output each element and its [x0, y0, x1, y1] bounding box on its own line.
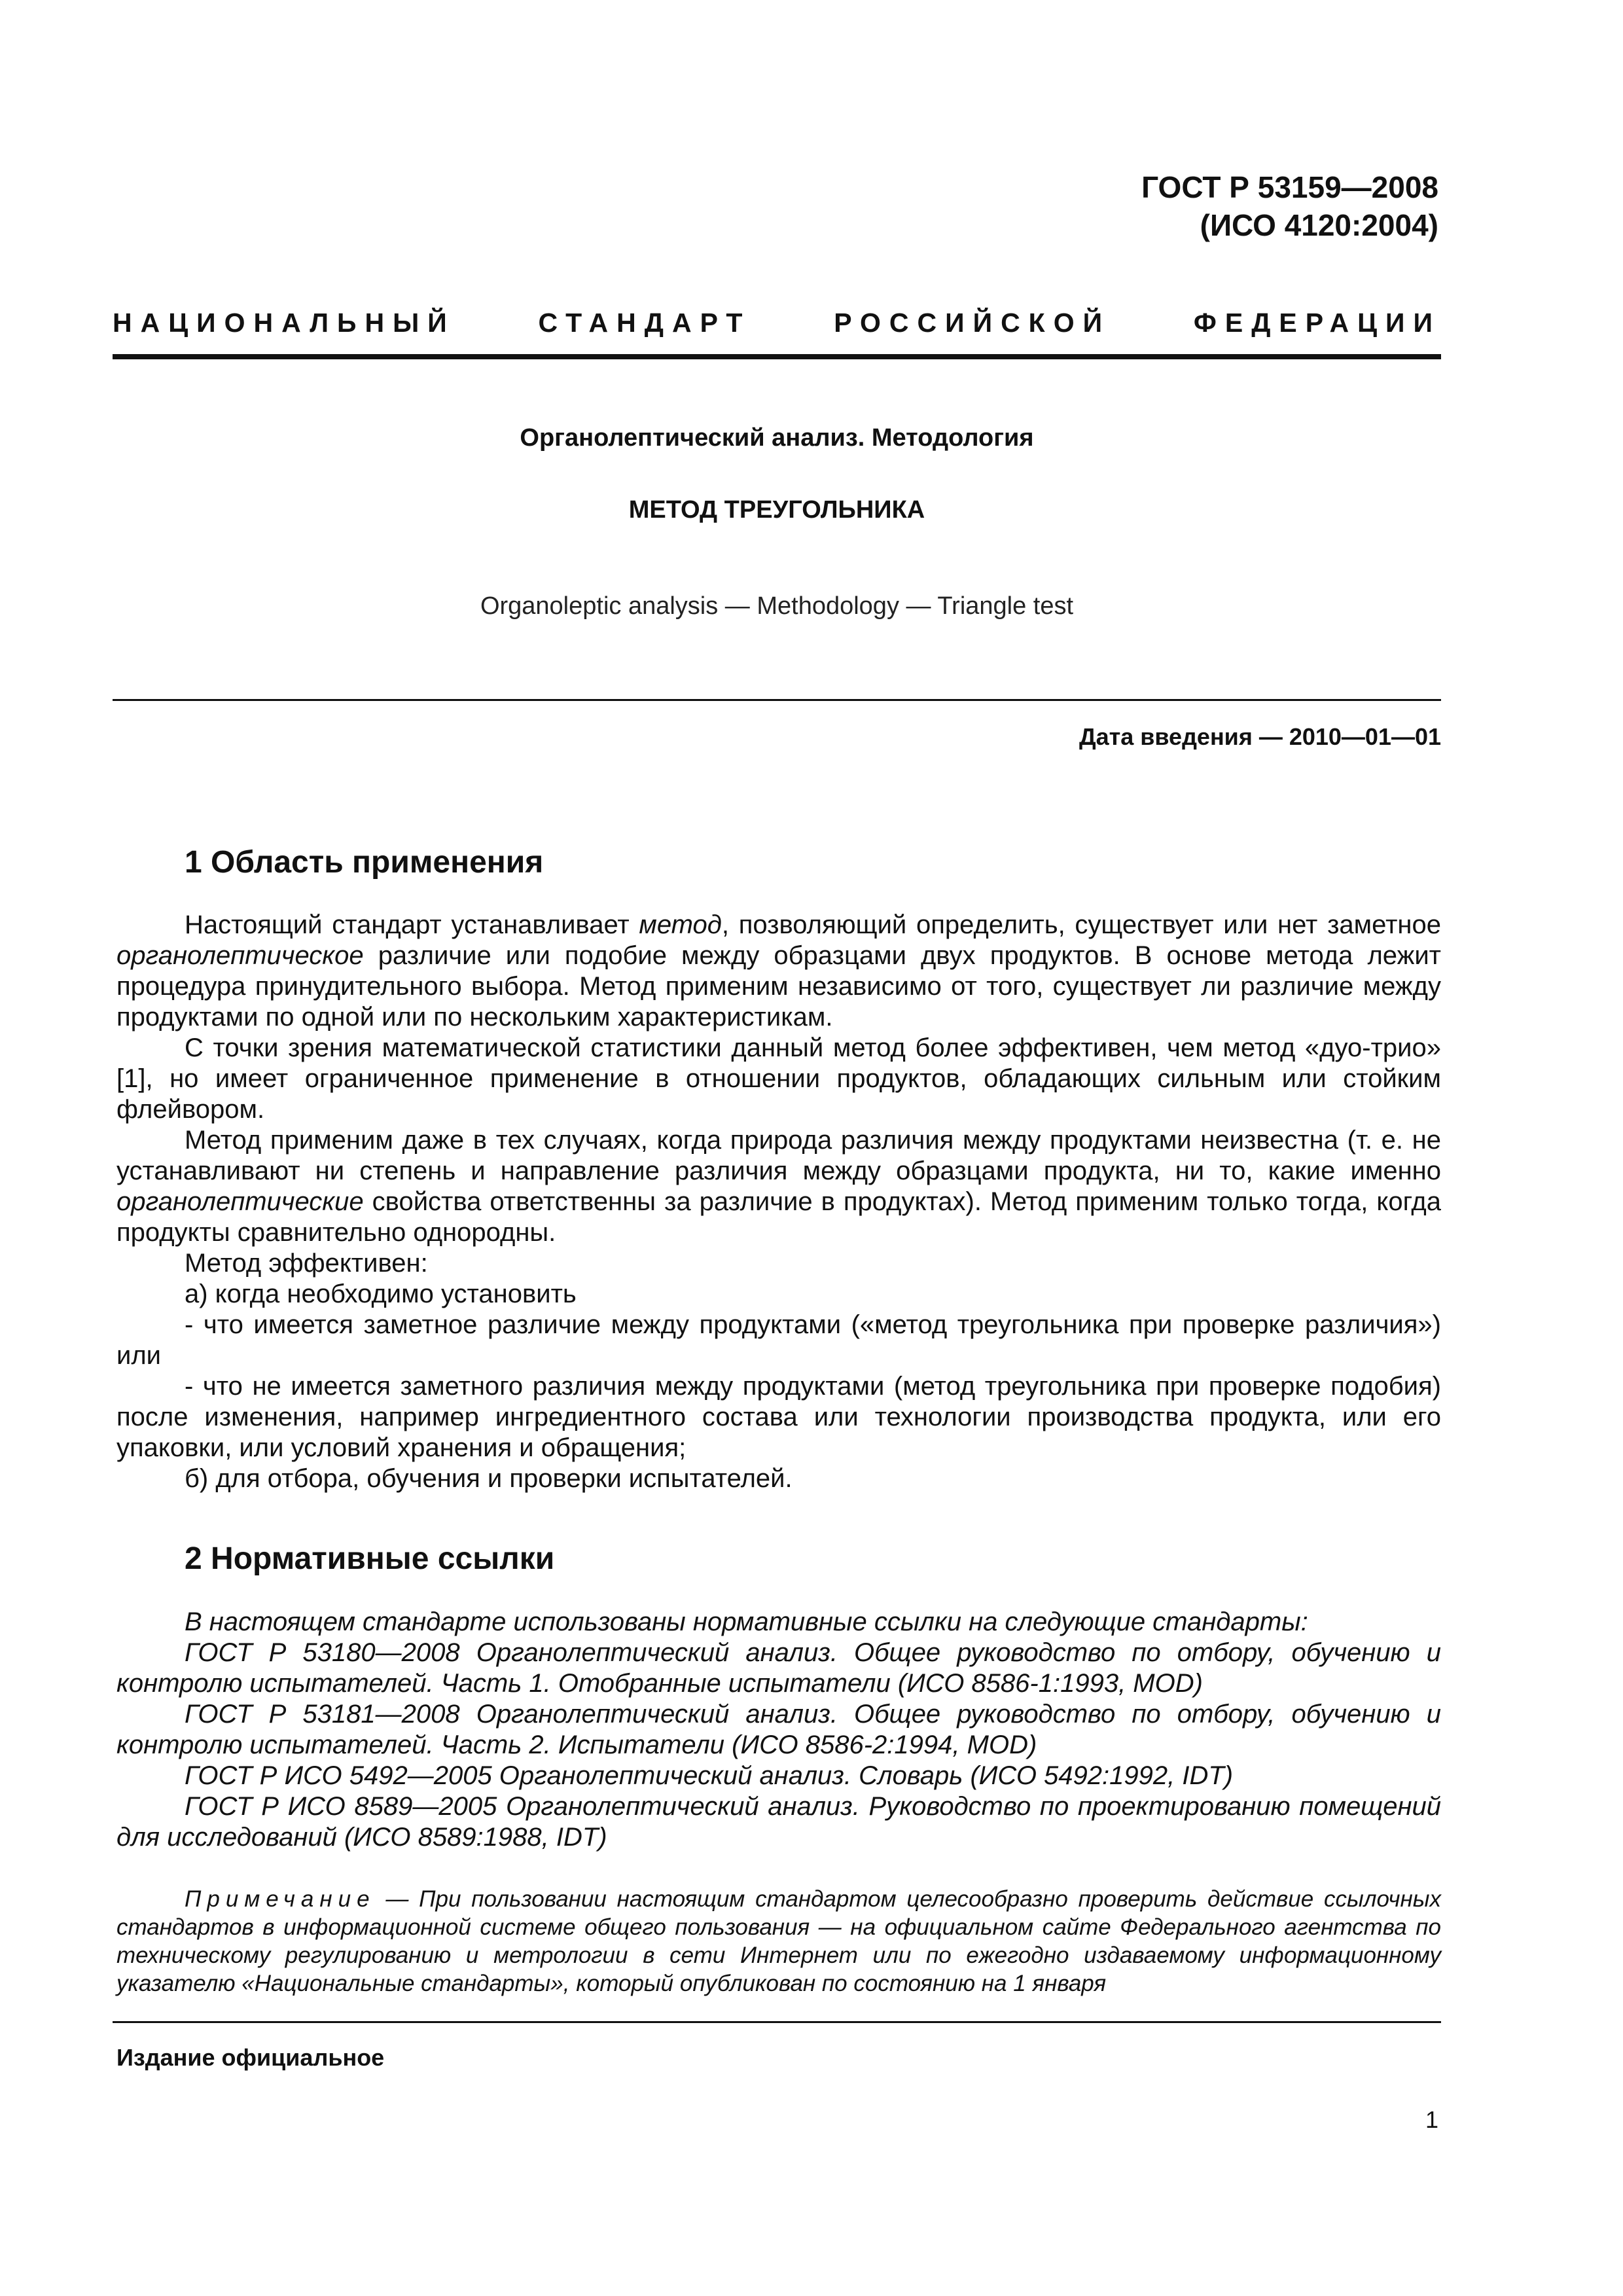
reference-item: ГОСТ Р 53181—2008 Органолептический анализ. Общее руководство по отбору, обучению и контролю испытателей. Часть 2. Испытатели (ИСО 8586-2:1994, MOD) [116, 1700, 1441, 1759]
note-text: — При пользовании настоящим стандартом целесообразно проверить действие ссылочных стандартов в информационной системе общего пользования — на официальном сайте Федерального агентства по техническому регулированию и метрологии в сети Интернет или по ежегодно издаваемому информационному указателю «Национальные стандарты», который опубликован по состоянию на 1 января [116, 1886, 1441, 1996]
section-1-body [116, 910, 1441, 1494]
paragraph: Метод применим даже в тех случаях, когда природа различия между продуктами неизвестна (т. е. не устанавливают ни степень и направление различия между образцами продукта, ни то, какие именно органолептические свойства ответственны за различие в продуктах). Метод применим только тогда, когда продукты сравнительно однородны. [116, 1126, 1441, 1247]
header-rule [113, 354, 1441, 359]
reference-item: ГОСТ Р ИСО 8589—2005 Органолептический анализ. Руководство по проектированию помещений для исследований (ИСО 8589:1988, IDT) [116, 1792, 1441, 1852]
normative-references [116, 1607, 1441, 1853]
introduction-date: Дата введения — 2010—01—01 [1079, 723, 1441, 750]
title-line1: Органолептический анализ. Методология [520, 424, 1034, 452]
paragraph: Метод эффективен: [185, 1249, 428, 1278]
section-1-heading: 1 Область применения [185, 845, 544, 880]
note [116, 1885, 1441, 1998]
title-english: Organoleptic analysis — Methodology — Triangle test [480, 592, 1074, 620]
list-item: а) когда необходимо установить [185, 1280, 577, 1308]
national-standard-banner: НАЦИОНАЛЬНЫЙ СТАНДАРТ РОССИЙСКОЙ ФЕДЕРАЦИИ [113, 308, 1441, 338]
list-item: - что не имеется заметного различия между продуктами (метод треугольника при проверке подобия) после изменения, например ингредиентного состава или технологии производства продукта, или его упаковки, или условий хранения и обращения; [116, 1372, 1441, 1462]
note-label: Примечание [185, 1886, 376, 1912]
gost-number: ГОСТ Р 53159—2008 [1141, 170, 1438, 204]
page-number: 1 [1425, 2106, 1438, 2133]
document-number [1141, 169, 1438, 244]
section-2-heading: 2 Нормативные ссылки [185, 1541, 555, 1576]
list-item: - что имеется заметное различие между продуктами («метод треугольника при проверке различия») или [116, 1310, 1441, 1370]
reference-item: ГОСТ Р ИСО 5492—2005 Органолептический анализ. Словарь (ИСО 5492:1992, IDT) [185, 1761, 1234, 1790]
reference-item: ГОСТ Р 53180—2008 Органолептический анализ. Общее руководство по отбору, обучению и контролю испытателей. Часть 1. Отобранные испытатели (ИСО 8586-1:1993, MOD) [116, 1638, 1441, 1698]
title-rule [113, 699, 1441, 701]
iso-number: (ИСО 4120:2004) [1200, 207, 1438, 242]
paragraph: В настоящем стандарте использованы нормативные ссылки на следующие стандарты: [185, 1607, 1308, 1636]
list-item: б) для отбора, обучения и проверки испытателей. [185, 1464, 793, 1493]
paragraph: Настоящий стандарт устанавливает метод, позволяющий определить, существует или нет заметное органолептическое различие или подобие между образцами двух продуктов. В основе метода лежит процедура принудительного выбора. Метод применим независимо от того, существует ли различие между продуктами по одной или по нескольким характеристикам. [116, 910, 1441, 1031]
edition-label: Издание официальное [116, 2044, 385, 2071]
footer-rule [113, 2021, 1441, 2023]
title-line2: МЕТОД ТРЕУГОЛЬНИКА [628, 496, 925, 524]
paragraph: С точки зрения математической статистики данный метод более эффективен, чем метод «дуо-трио» [1], но имеет ограниченное применение в отношении продуктов, обладающих сильным или стойким флейвором. [116, 1033, 1441, 1124]
